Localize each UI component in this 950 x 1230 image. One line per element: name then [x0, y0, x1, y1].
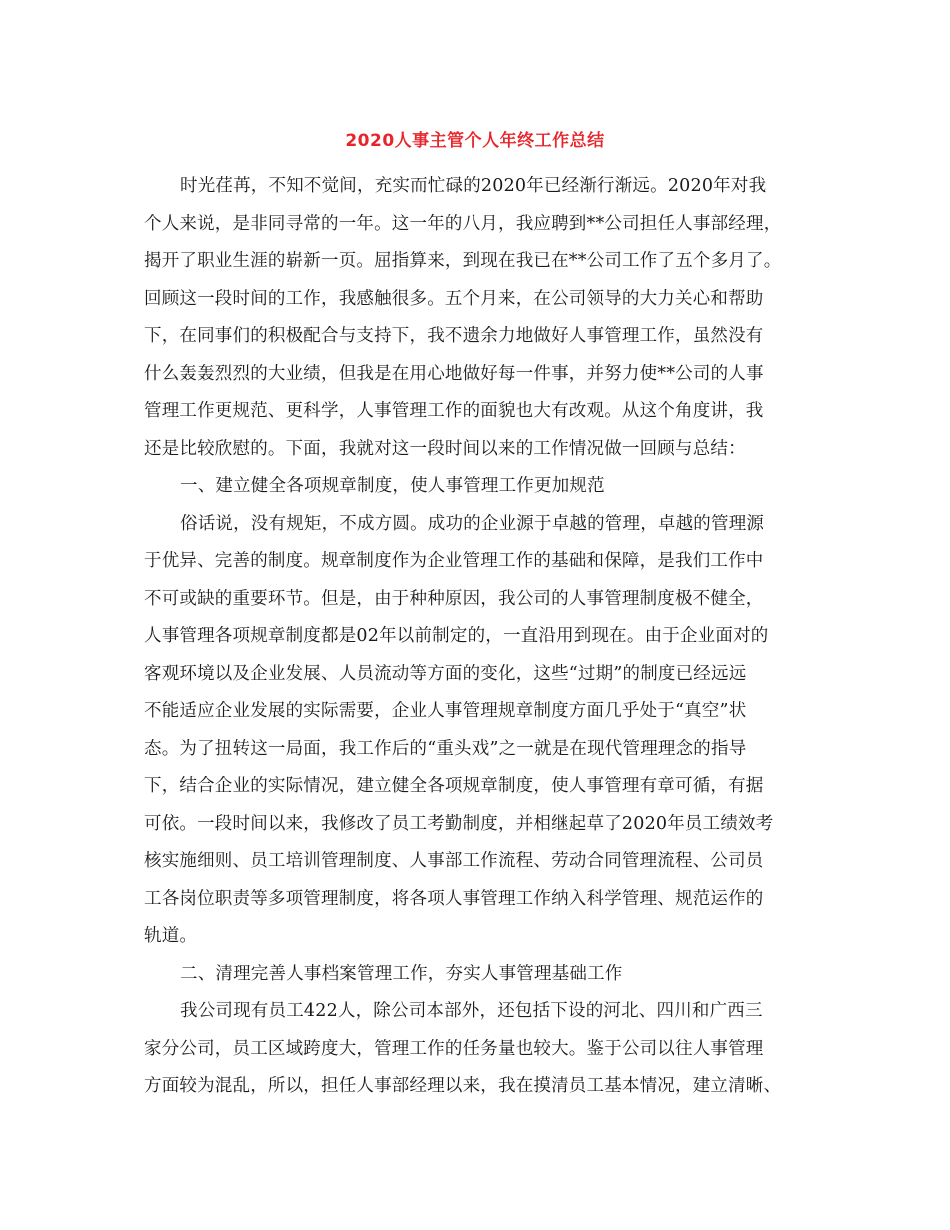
text-line: 人事管理各项规章制度都是02年以前制定的，一直沿用到现在。由于企业面对的 [144, 626, 769, 646]
text-line: 轨道。 [144, 926, 198, 946]
text-line: 态。为了扭转这一局面，我工作后的“重头戏”之一就是在现代管理理念的指导 [144, 738, 747, 759]
text-line: 核实施细则、员工培训管理制度、人事部工作流程、劳动合同管理流程、公司员 [144, 851, 764, 871]
text-line: 我公司现有员工422人，除公司本部外，还包括下设的河北、四川和广西三 [180, 1001, 763, 1021]
text-line: 下，结合企业的实际情况，建立健全各项规章制度，使人事管理有章可循，有据 [144, 776, 764, 796]
text-line: 不可或缺的重要环节。但是，由于种种原因，我公司的人事管理制度极不健全， [144, 588, 764, 609]
text-line: 管理工作更规范、更科学，人事管理工作的面貌也大有改观。从这个角度讲，我 [144, 401, 764, 421]
text-line: 可依。一段时间以来，我修改了员工考勤制度，并相继起草了2020年员工绩效考 [144, 813, 774, 834]
document-title: 2020人事主管个人年终工作总结 [345, 131, 605, 151]
text-line: 二、清理完善人事档案管理工作，夯实人事管理基础工作 [180, 963, 623, 984]
text-line: 什么轰轰烈烈的大业绩，但我是在用心地做好每一件事，并努力使**公司的人事 [144, 363, 764, 384]
text-line: 下，在同事们的积极配合与支持下，我不遗余力地做好人事管理工作，虽然没有 [144, 326, 764, 346]
text-line: 揭开了职业生涯的崭新一页。屈指算来，到现在我已在**公司工作了五个多月了。 [144, 251, 782, 271]
text-line: 俗话说，没有规矩，不成方圆。成功的企业源于卓越的管理，卓越的管理源 [180, 513, 765, 534]
text-line: 回顾这一段时间的工作，我感触很多。五个月来，在公司领导的大力关心和帮助 [144, 288, 764, 309]
document-body [144, 168, 808, 1106]
text-line: 方面较为混乱，所以，担任人事部经理以来，我在摸清员工基本情况，建立清晰、 [144, 1076, 782, 1096]
text-line: 客观环境以及企业发展、人员流动等方面的变化，这些“过期”的制度已经远远 [144, 663, 747, 684]
text-line: 一、建立健全各项规章制度，使人事管理工作更加规范 [180, 476, 605, 496]
text-line: 不能适应企业发展的实际需要，企业人事管理规章制度方面几乎处于“真空”状 [144, 701, 747, 721]
text-line: 还是比较欣慰的。下面，我就对这一段时间以来的工作情况做一回顾与总结： [144, 438, 746, 459]
text-line: 时光荏苒，不知不觉间，充实而忙碌的2020年已经渐行渐远。2020年对我 [180, 176, 767, 196]
text-line: 于优异、完善的制度。规章制度作为企业管理工作的基础和保障，是我们工作中 [144, 551, 764, 571]
text-line: 个人来说，是非同寻常的一年。这一年的八月，我应聘到**公司担任人事部经理， [144, 213, 782, 234]
text-line: 家分公司，员工区域跨度大，管理工作的任务量也较大。鉴于公司以往人事管理 [144, 1038, 764, 1059]
text-line: 工各岗位职责等多项管理制度，将各项人事管理工作纳入科学管理、规范运作的 [144, 888, 764, 909]
